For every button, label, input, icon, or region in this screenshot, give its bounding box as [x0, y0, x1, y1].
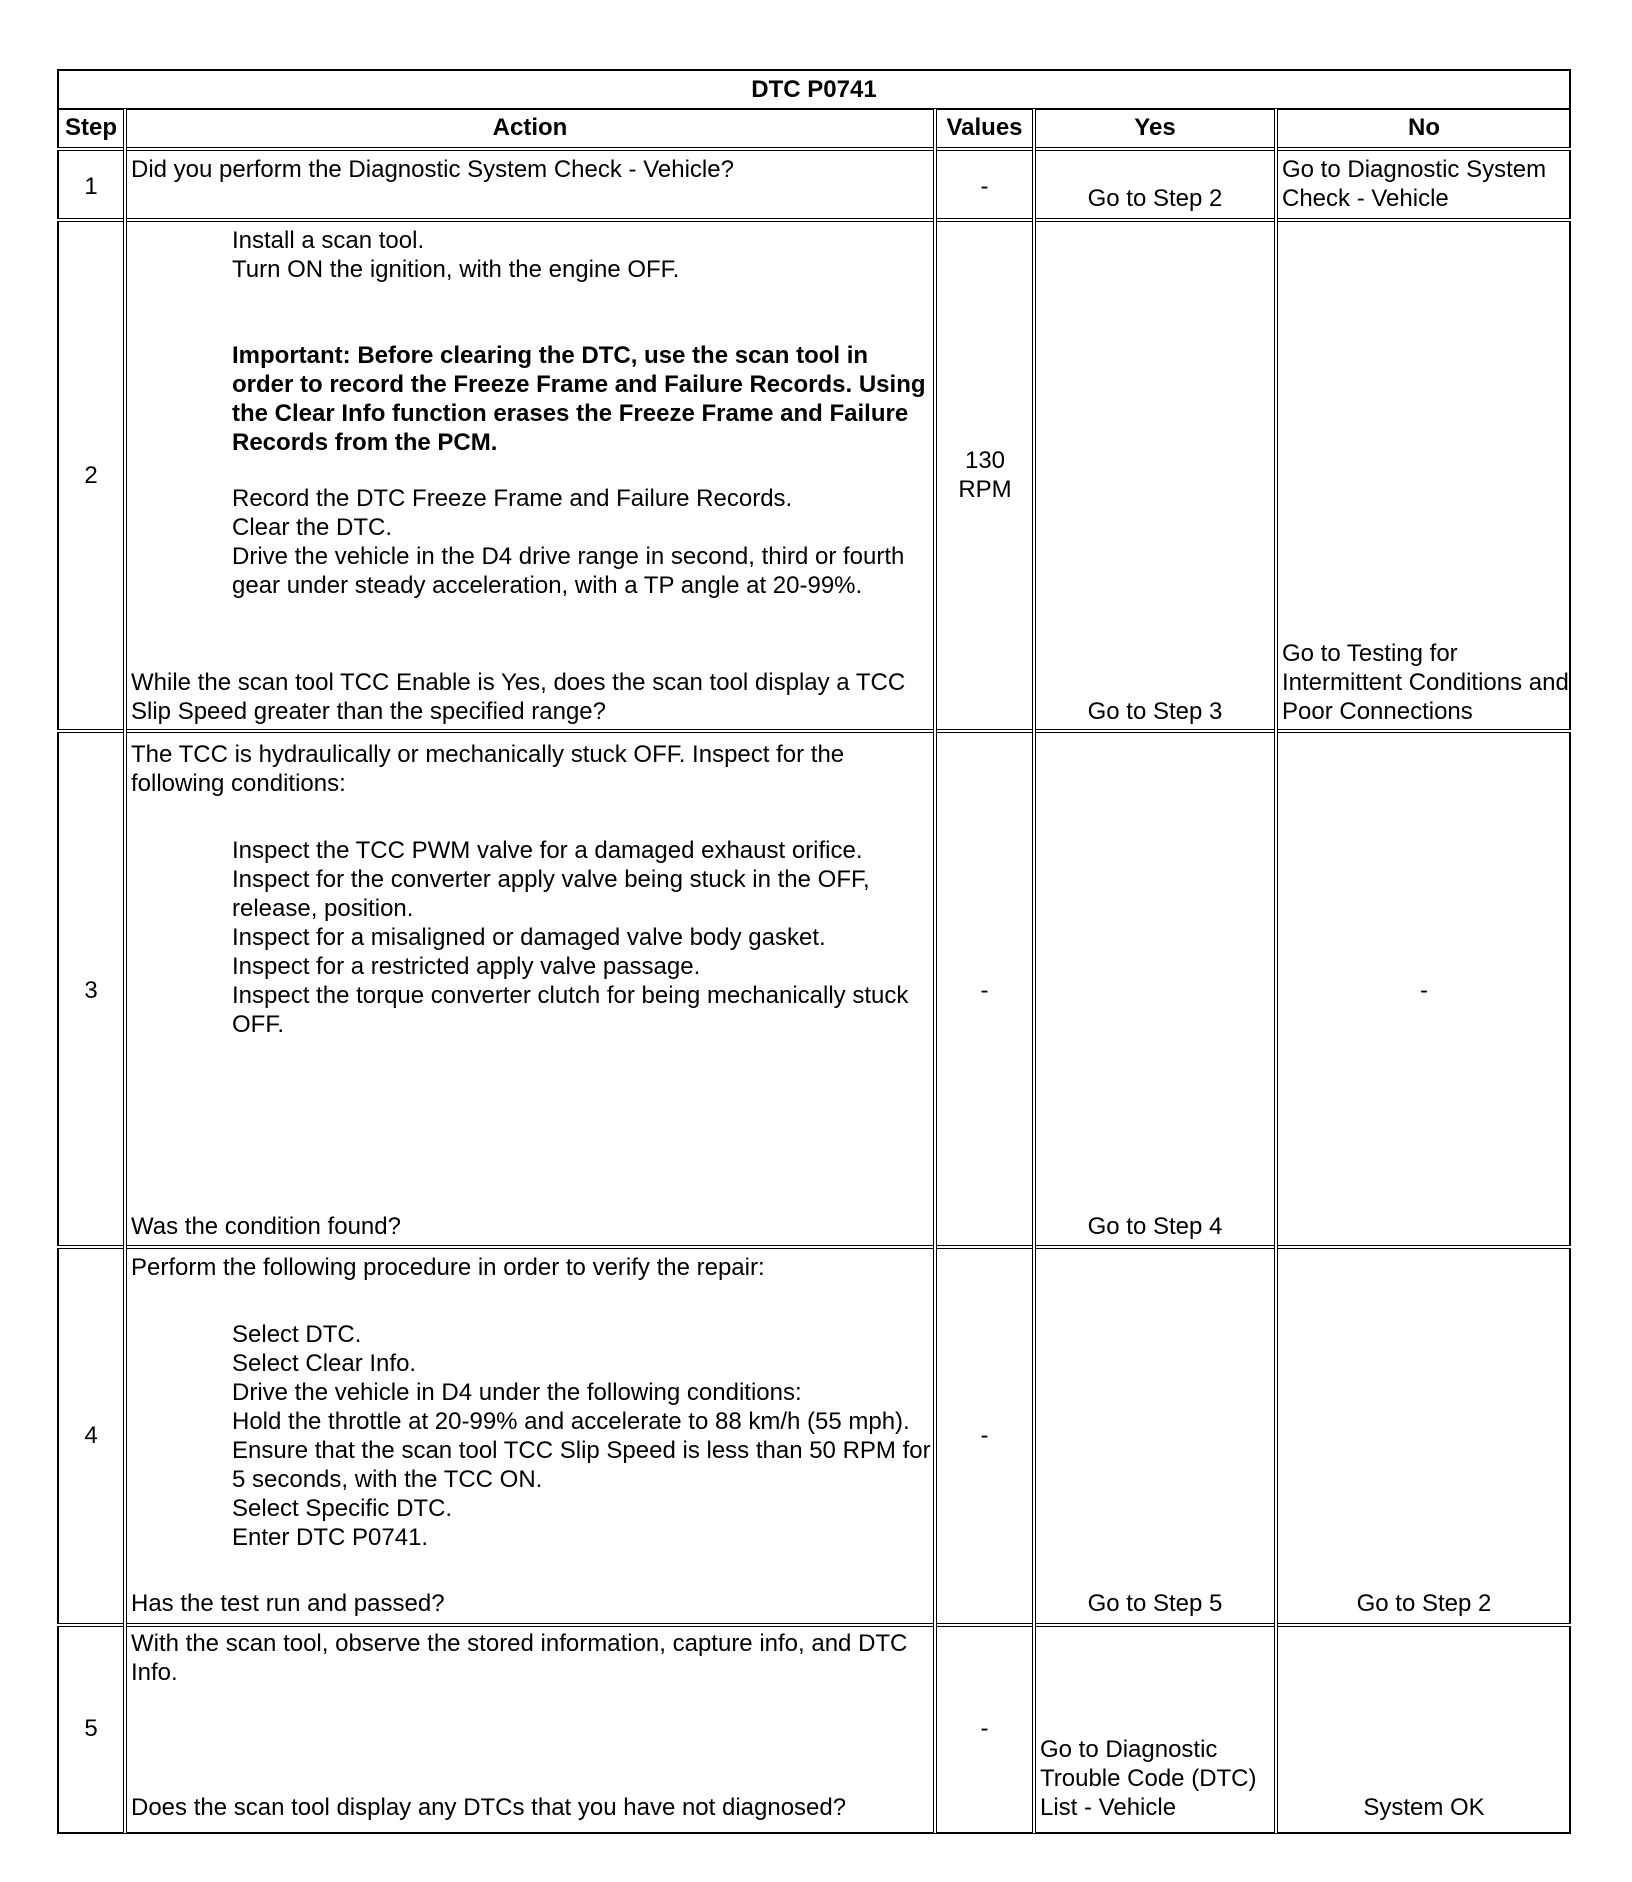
- yes-text: Go to Step 3: [1087, 698, 1223, 725]
- yes-text: Go to Step 4: [1087, 1213, 1223, 1240]
- substep: Drive the vehicle in the D4 drive range in second, third or fourth gear under steady acceleration, with a TP angle at 20-99%.: [232, 543, 905, 599]
- col-divider-values: [1032, 109, 1036, 1833]
- substep: Inspect the torque converter clutch for being mechanically stuck OFF.: [232, 982, 909, 1038]
- substep: Inspect the TCC PWM valve for a damaged exhaust orifice.: [232, 837, 863, 864]
- action-question: Was the condition found?: [131, 1213, 401, 1240]
- no-text: Go to Diagnostic System Check - Vehicle: [1282, 156, 1547, 212]
- action-question: Has the test run and passed?: [131, 1590, 445, 1617]
- row-divider-4: [57, 1623, 1571, 1627]
- substep: Hold the throttle at 20-99% and accelerate to 88 km/h (55 mph). Ensure that the scan tool TCC Slip Speed is less than 50 RPM for 5 seconds, with the TCC ON.: [232, 1408, 931, 1493]
- row-divider-3: [57, 1245, 1571, 1249]
- step-number: 1: [84, 173, 98, 200]
- header-step: Step: [64, 114, 117, 141]
- substep: Inspect for the converter apply valve being stuck in the OFF, release, position.: [232, 866, 870, 922]
- header-action: Action: [492, 114, 568, 141]
- no-text: -: [1420, 977, 1428, 1004]
- action-text: Perform the following procedure in order to verify the repair:: [131, 1254, 765, 1281]
- step-number: 4: [84, 1422, 98, 1449]
- header-values: Values: [946, 114, 1023, 141]
- header-divider: [57, 147, 1571, 151]
- values-text: -: [980, 1422, 989, 1449]
- header-no: No: [1408, 114, 1440, 141]
- substep: Inspect for a misaligned or damaged valve body gasket.: [232, 924, 826, 951]
- action-question: Does the scan tool display any DTCs that you have not diagnosed?: [131, 1794, 847, 1821]
- substep: Inspect for a restricted apply valve passage.: [232, 953, 701, 980]
- substep: Enter DTC P0741.: [232, 1524, 429, 1551]
- substep: Turn ON the ignition, with the engine OFF.: [232, 256, 680, 283]
- row-divider-1: [57, 218, 1571, 222]
- action-text: The TCC is hydraulically or mechanically stuck OFF. Inspect for the following conditions:: [131, 741, 845, 797]
- yes-text: Go to Step 2: [1087, 185, 1223, 212]
- table-title: DTC P0741: [751, 76, 877, 103]
- values-text: -: [980, 977, 989, 1004]
- step-number: 3: [84, 977, 98, 1004]
- action-substeps: [131, 226, 931, 284]
- yes-text: Go to Step 5: [1087, 1590, 1223, 1617]
- step-number: 2: [84, 462, 98, 489]
- important-note: Important: Before clearing the DTC, use the scan tool in order to record the Freeze Frame and Failure Records. Using the Clear Info function erases the Freeze Frame and Failure Records from the PCM.: [232, 342, 926, 456]
- action-question: While the scan tool TCC Enable is Yes, does the scan tool display a TCC Slip Speed greater than the specified range?: [131, 669, 906, 725]
- substep: Select Specific DTC.: [232, 1495, 453, 1522]
- yes-text: Go to Diagnostic Trouble Code (DTC) List - Vehicle: [1040, 1736, 1257, 1821]
- values-text: 130 RPM: [958, 447, 1012, 503]
- row-divider-2: [57, 729, 1571, 733]
- action-text: Did you perform the Diagnostic System Check - Vehicle?: [131, 156, 734, 183]
- values-text: -: [980, 173, 989, 200]
- step-number: 5: [84, 1715, 98, 1742]
- no-text: Go to Step 2: [1356, 1590, 1492, 1617]
- action-text: With the scan tool, observe the stored information, capture info, and DTC Info.: [131, 1630, 908, 1686]
- no-text: Go to Testing for Intermittent Conditions and Poor Connections: [1282, 640, 1569, 725]
- substep: Clear the DTC.: [232, 514, 393, 541]
- title-divider: [57, 108, 1571, 110]
- substep: Install a scan tool.: [232, 227, 425, 254]
- action-substeps: [131, 836, 931, 1039]
- col-divider-step: [123, 109, 127, 1833]
- col-divider-yes: [1274, 109, 1278, 1833]
- action-substeps: [131, 1320, 931, 1552]
- substep: Select Clear Info.: [232, 1350, 417, 1377]
- no-text: System OK: [1363, 1794, 1485, 1821]
- substep: Record the DTC Freeze Frame and Failure Records.: [232, 485, 793, 512]
- values-text: -: [980, 1715, 989, 1742]
- header-yes: Yes: [1134, 114, 1176, 141]
- substep: Select DTC.: [232, 1321, 362, 1348]
- substep: Drive the vehicle in D4 under the following conditions:: [232, 1379, 802, 1406]
- action-substeps: [131, 484, 921, 600]
